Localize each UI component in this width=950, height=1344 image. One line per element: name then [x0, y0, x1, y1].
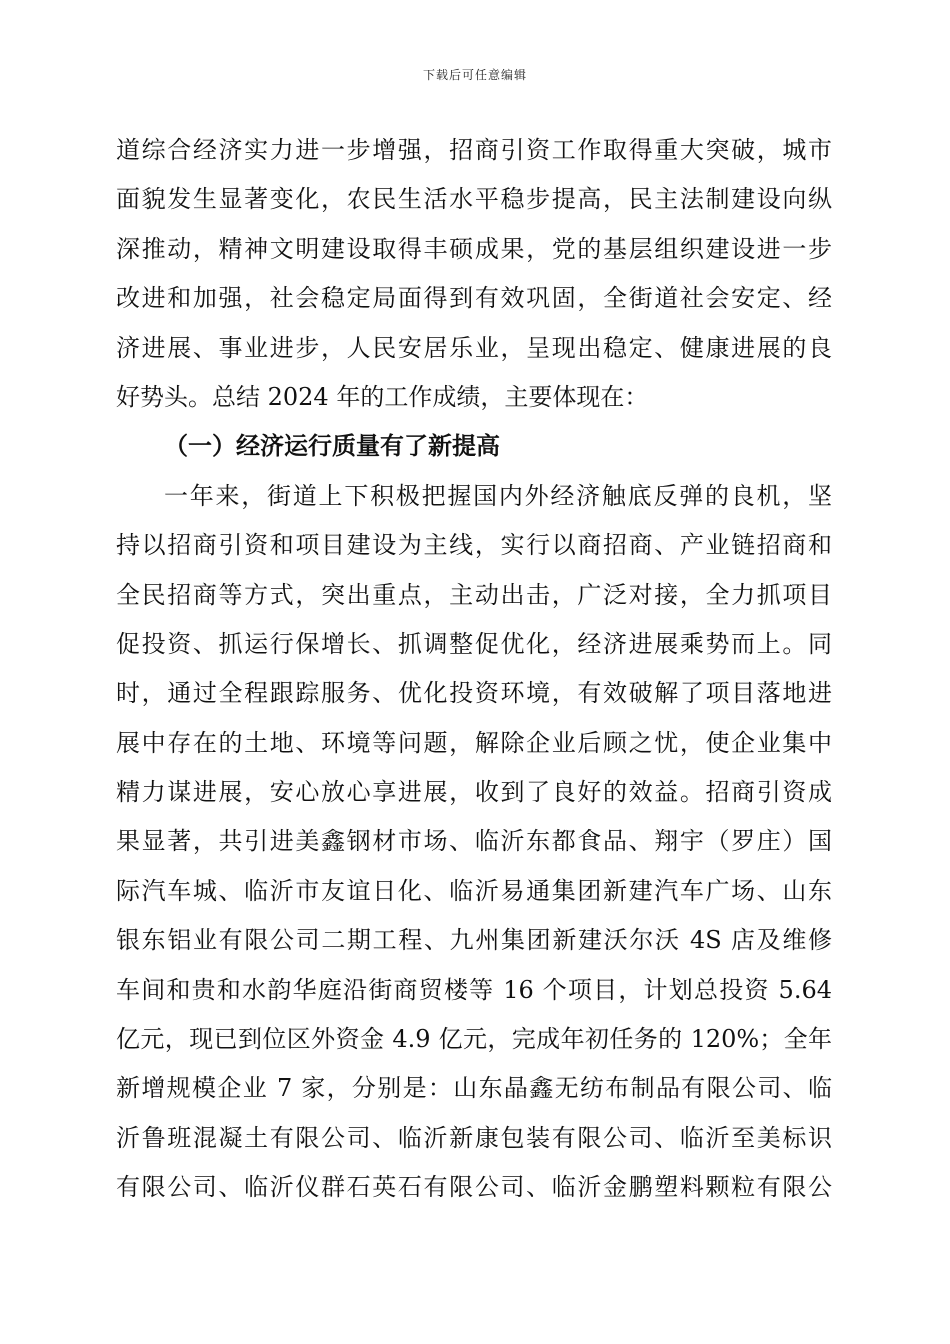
text-line: 改进和加强，社会稳定局面得到有效巩固，全街道社会安定、经 [116, 284, 832, 313]
text-line: 深推动，精神文明建设取得丰硕成果，党的基层组织建设进一步 [116, 234, 832, 263]
page-header-note: 下载后可任意编辑 [422, 68, 527, 82]
text-line: 全民招商等方式，突出重点，主动出击，广泛对接，全力抓项目 [116, 580, 832, 609]
text-line: 时，通过全程跟踪服务、优化投资环境，有效破解了项目落地进 [116, 679, 832, 708]
text-line: 面貌发生显著变化，农民生活水平稳步提高，民主法制建设向纵 [116, 185, 832, 214]
text-line: 车间和贵和水韵华庭沿街商贸楼等 16 个项目，计划总投资 5.64 [116, 975, 832, 1004]
section-heading [116, 422, 832, 471]
text-line: 展中存在的土地、环境等问题，解除企业后顾之忧，使企业集中 [116, 728, 832, 757]
text-line: 一年来，街道上下积极把握国内外经济触底反弹的良机，坚 [164, 481, 832, 510]
text-line: 促投资、抓运行保增长、抓调整促优化，经济进展乘势而上。同 [116, 629, 832, 658]
text-line: 持以招商引资和项目建设为主线，实行以商招商、产业链招商和 [116, 531, 832, 560]
text-line: 有限公司、临沂仪群石英石有限公司、临沂金鹏塑料颗粒有限公 [116, 1173, 832, 1202]
text-line: 道综合经济实力进一步增强，招商引资工作取得重大突破，城市 [116, 136, 832, 164]
text-line: 新增规模企业 7 家，分别是：山东晶鑫无纺布制品有限公司、临 [116, 1074, 832, 1103]
text-line: 际汽车城、临沂市友谊日化、临沂易通集团新建汽车广场、山东 [116, 876, 832, 905]
document-body [116, 126, 832, 1213]
text-line: 精力谋进展，安心放心享进展，收到了良好的效益。招商引资成 [116, 778, 832, 807]
text-line: 沂鲁班混凝土有限公司、临沂新康包装有限公司、临沂至美标识 [116, 1123, 832, 1152]
text-line: 好势头。总结 2024 年的工作成绩，主要体现在： [116, 382, 649, 411]
text-line: 银东铝业有限公司二期工程、九州集团新建沃尔沃 4S 店及维修 [116, 926, 832, 955]
paragraph-intro [116, 126, 832, 422]
text-line: 济进展、事业进步，人民安居乐业，呈现出稳定、健康进展的良 [116, 333, 832, 362]
paragraph-economy [116, 472, 832, 1213]
heading-text: （一）经济运行质量有了新提高 [164, 432, 500, 461]
text-line: 亿元，现已到位区外资金 4.9 亿元，完成年初任务的 120%；全年 [116, 1025, 832, 1054]
text-line: 果显著，共引进美鑫钢材市场、临沂东都食品、翔宇（罗庄）国 [116, 827, 832, 856]
